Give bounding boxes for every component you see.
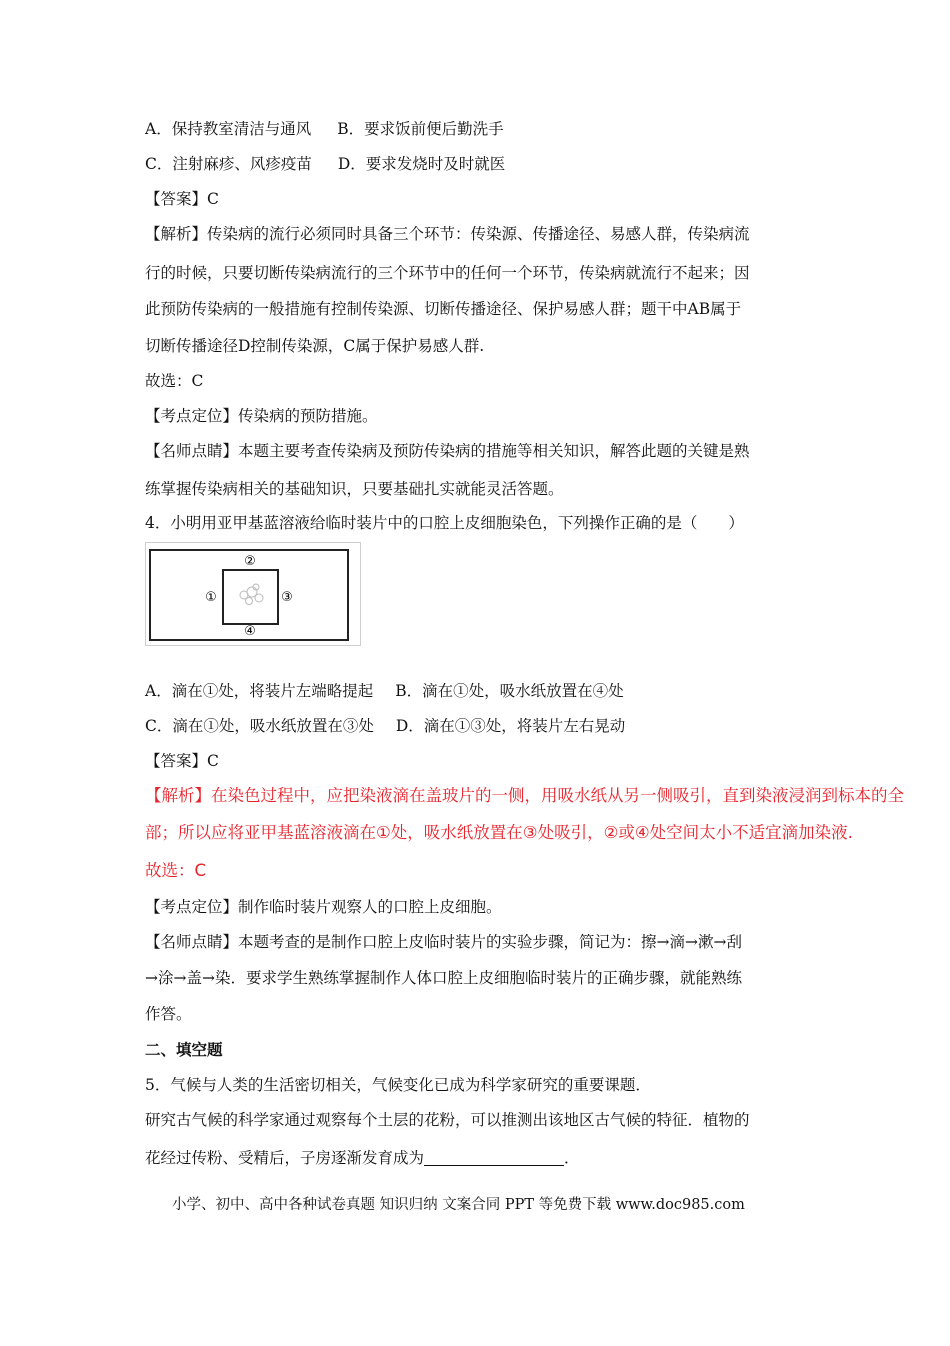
q3-options-row-1: [145, 119, 504, 139]
q3-option-b: B．要求饭前便后勤洗手: [337, 120, 504, 138]
q4-options-row-1: [145, 681, 624, 701]
q3-options-row-2: [145, 154, 505, 174]
label-2: ②: [244, 554, 256, 569]
answer-blank[interactable]: [424, 1149, 564, 1166]
q4-option-d: D．滴在①③处，将装片左右晃动: [395, 717, 626, 735]
q4-mingshi-line: 作答。: [145, 1005, 192, 1023]
q5-stem: 5．气候与人类的生活密切相关，气候变化已成为科学家研究的重要课题．: [145, 1076, 651, 1094]
q4-options-row-2: [145, 716, 625, 736]
q5-line: 研究古气候的科学家通过观察每个土层的花粉，可以推测出该地区古气候的特征．植物的: [145, 1111, 750, 1129]
q4-analysis-line: 【解析】在染色过程中，应把染液滴在盖玻片的一侧，用吸水纸从另一侧吸引，直到染液浸润到标本的全: [145, 786, 904, 805]
q5-end: ．: [564, 1149, 580, 1167]
q3-option-d: D．要求发烧时及时就医: [337, 155, 506, 173]
q3-option-a: A．保持教室清洁与通风: [145, 120, 312, 138]
q4-option-b: B．滴在①处，吸水纸放置在④处: [395, 682, 624, 700]
q3-analysis-line: 此预防传染病的一般措施有控制传染源、切断传播途径、保护易感人群；题干中AB属于: [145, 300, 742, 318]
q3-choice: 故选：C: [145, 372, 204, 390]
q3-option-c: C．注射麻疹、风疹疫苗: [145, 155, 312, 173]
q4-option-c: C．滴在①处，吸水纸放置在③处: [145, 717, 374, 735]
q5-line-with-blank: [145, 1148, 580, 1168]
slide-diagram: [145, 542, 361, 646]
q3-analysis-line: 【解析】传染病的流行必须同时具备三个环节：传染源、传播途径、易感人群，传染病流: [145, 225, 750, 243]
page-footer: 小学、初中、高中各种试卷真题 知识归纳 文案合同 PPT 等免费下载 www.doc985.com: [172, 1197, 745, 1213]
label-4: ④: [244, 624, 256, 639]
label-1: ①: [205, 590, 217, 605]
section-title: 二、填空题: [145, 1040, 223, 1059]
q3-mingshi-line: 【名师点睛】本题主要考查传染病及预防传染病的措施等相关知识，解答此题的关键是熟: [145, 442, 750, 460]
q4-choice: 故选：C: [145, 861, 207, 880]
label-3: ③: [281, 590, 293, 605]
q4-kaodian: 【考点定位】制作临时装片观察人的口腔上皮细胞。: [145, 898, 502, 916]
q4-answer: 【答案】C: [145, 752, 219, 770]
q3-answer: 【答案】C: [145, 190, 219, 208]
q4-mingshi-line: 【名师点睛】本题考查的是制作口腔上皮临时装片的实验步骤，简记为：擦→滴→漱→刮: [145, 933, 742, 951]
q3-kaodian: 【考点定位】传染病的预防措施。: [145, 407, 378, 425]
q3-mingshi-line: 练掌握传染病相关的基础知识，只要基础扎实就能灵活答题。: [145, 480, 564, 498]
q4-stem: 4．小明用亚甲基蓝溶液给临时装片中的口腔上皮细胞染色，下列操作正确的是（ ）: [145, 514, 744, 532]
q4-option-a: A．滴在①处，将装片左端略提起: [145, 682, 374, 700]
q5-line: 花经过传粉、受精后，子房逐渐发育成为: [145, 1149, 425, 1167]
q4-mingshi-line: →涂→盖→染．要求学生熟练掌握制作人体口腔上皮细胞临时装片的正确步骤，就能熟练: [145, 969, 742, 987]
q3-analysis-line: 切断传播途径D控制传染源，C属于保护易感人群.: [145, 337, 485, 355]
q3-analysis-line: 行的时候，只要切断传染病流行的三个环节中的任何一个环节，传染病就流行不起来；因: [145, 264, 750, 282]
q4-analysis-line: 部；所以应将亚甲基蓝溶液滴在①处，吸水纸放置在③处吸引，②或④处空间太小不适宜滴加染液.: [145, 823, 853, 842]
